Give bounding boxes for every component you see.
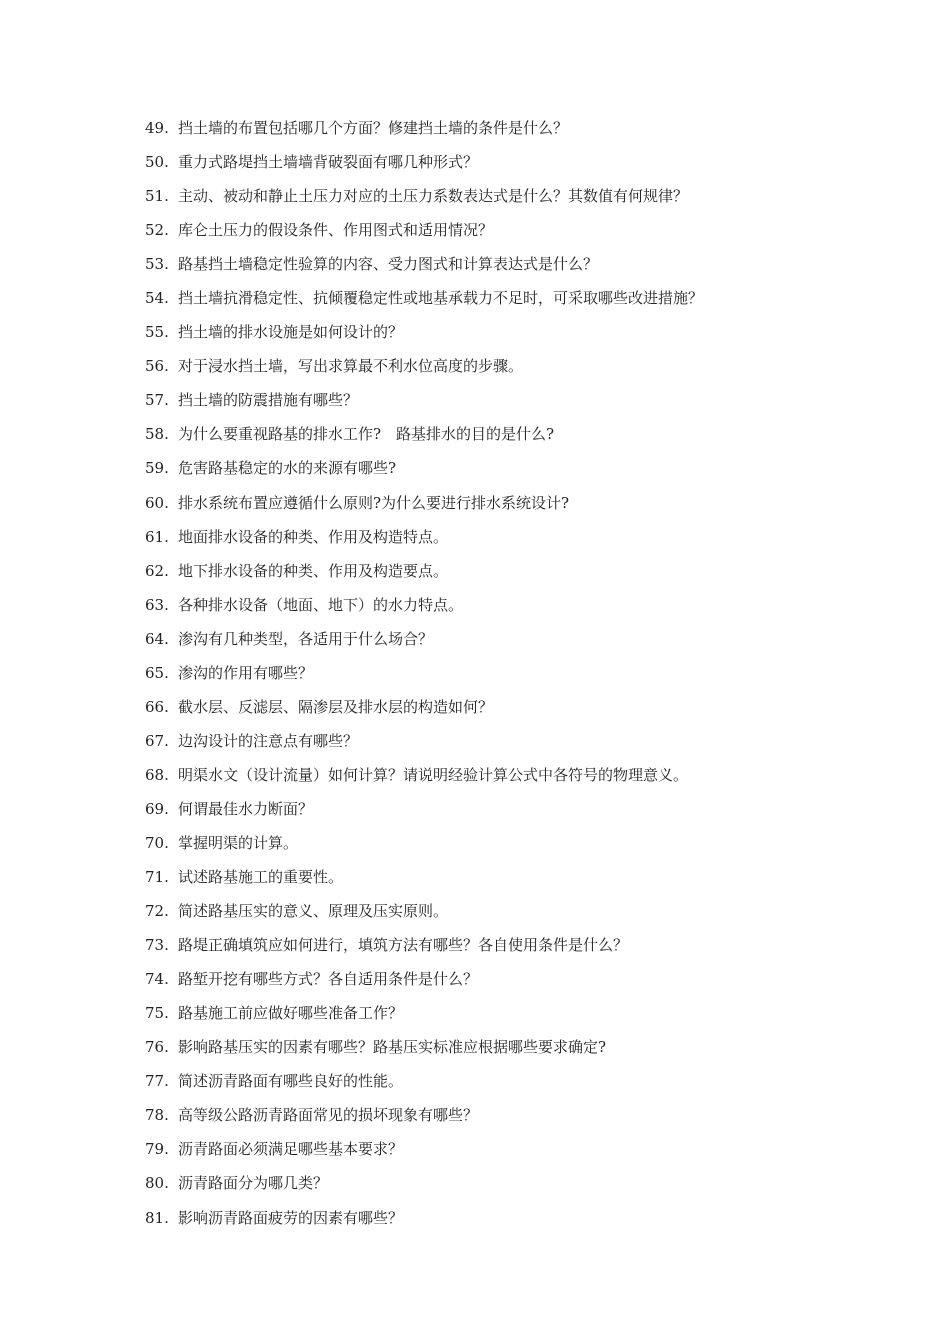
question-text: 掌握明渠的计算。 bbox=[178, 833, 299, 852]
question-text: 沥青路面分为哪几类？ bbox=[178, 1174, 329, 1193]
question-number: 53. bbox=[145, 255, 169, 274]
question-text: 主动、被动和静止土压力对应的土压力系数表达式是什么？其数值有何规律？ bbox=[178, 187, 689, 206]
question-item bbox=[145, 355, 703, 389]
question-number: 64. bbox=[145, 629, 169, 648]
question-item bbox=[145, 151, 703, 185]
question-number: 69. bbox=[145, 799, 169, 818]
question-number: 75. bbox=[145, 1004, 169, 1023]
question-text: 库仑土压力的假设条件、作用图式和适用情况？ bbox=[178, 221, 494, 240]
question-text: 渗沟的作用有哪些？ bbox=[178, 663, 314, 682]
question-text: 影响路基压实的因素有哪些？路基压实标准应根据哪些要求确定? bbox=[178, 1038, 607, 1057]
question-number: 70. bbox=[145, 833, 169, 852]
question-item bbox=[145, 185, 703, 219]
question-number: 81. bbox=[145, 1208, 169, 1227]
question-text: 对于浸水挡土墙，写出求算最不利水位高度的步骤。 bbox=[178, 357, 524, 376]
question-item bbox=[145, 832, 703, 866]
question-item bbox=[145, 1207, 703, 1241]
question-item bbox=[145, 696, 703, 730]
question-text: 地面排水设备的种类、作用及构造特点。 bbox=[178, 527, 449, 546]
question-text: 挡土墙抗滑稳定性、抗倾覆稳定性或地基承载力不足时，可采取哪些改进措施？ bbox=[178, 289, 704, 308]
question-number: 80. bbox=[145, 1174, 169, 1193]
question-number: 71. bbox=[145, 868, 169, 887]
question-number: 49. bbox=[145, 119, 169, 137]
question-text: 地下排水设备的种类、作用及构造要点。 bbox=[178, 561, 449, 580]
question-item bbox=[145, 662, 703, 696]
question-number: 59. bbox=[145, 459, 169, 478]
question-number: 73. bbox=[145, 936, 169, 955]
question-text: 挡土墙的防震措施有哪些？ bbox=[178, 391, 359, 410]
question-text: 排水系统布置应遵循什么原则?为什么要进行排水系统设计? bbox=[178, 493, 570, 512]
question-item bbox=[145, 900, 703, 934]
question-text: 影响沥青路面疲劳的因素有哪些？ bbox=[178, 1208, 404, 1227]
question-item bbox=[145, 492, 703, 526]
question-number: 56. bbox=[145, 357, 169, 376]
question-item bbox=[145, 1138, 703, 1172]
question-text: 试述路基施工的重要性。 bbox=[178, 868, 344, 887]
question-text: 各种排水设备（地面、地下）的水力特点。 bbox=[178, 595, 464, 614]
question-number: 60. bbox=[145, 493, 169, 512]
question-item bbox=[145, 423, 703, 457]
question-item bbox=[145, 1070, 703, 1104]
question-number: 55. bbox=[145, 323, 169, 342]
question-text: 挡土墙的布置包括哪几个方面？修建挡土墙的条件是什么？ bbox=[178, 119, 569, 137]
question-text: 为什么要重视路基的排水工作? 路基排水的目的是什么? bbox=[178, 425, 555, 444]
question-item bbox=[145, 968, 703, 1002]
question-item bbox=[145, 526, 703, 560]
question-item bbox=[145, 1002, 703, 1036]
question-item bbox=[145, 866, 703, 900]
question-number: 58. bbox=[145, 425, 169, 444]
question-text: 何谓最佳水力断面？ bbox=[178, 799, 314, 818]
question-text: 边沟设计的注意点有哪些？ bbox=[178, 731, 359, 750]
question-text: 重力式路堤挡土墙墙背破裂面有哪几种形式？ bbox=[178, 153, 479, 172]
question-number: 77. bbox=[145, 1072, 169, 1091]
question-item bbox=[145, 253, 703, 287]
question-number: 68. bbox=[145, 765, 169, 784]
question-item bbox=[145, 389, 703, 423]
question-number: 66. bbox=[145, 697, 169, 716]
question-text: 简述沥青路面有哪些良好的性能。 bbox=[178, 1072, 404, 1091]
question-number: 51. bbox=[145, 187, 169, 206]
question-text: 挡土墙的排水设施是如何设计的？ bbox=[178, 323, 404, 342]
question-item bbox=[145, 287, 703, 321]
question-text: 简述路基压实的意义、原理及压实原则。 bbox=[178, 902, 449, 921]
question-item bbox=[145, 798, 703, 832]
question-item bbox=[145, 628, 703, 662]
question-number: 63. bbox=[145, 595, 169, 614]
question-item bbox=[145, 560, 703, 594]
question-text: 路基施工前应做好哪些准备工作？ bbox=[178, 1004, 404, 1023]
question-text: 路基挡土墙稳定性验算的内容、受力图式和计算表达式是什么？ bbox=[178, 255, 599, 274]
question-item bbox=[145, 219, 703, 253]
question-item bbox=[145, 1172, 703, 1206]
question-text: 渗沟有几种类型，各适用于什么场合？ bbox=[178, 629, 434, 648]
question-text: 路堑开挖有哪些方式？各自适用条件是什么？ bbox=[178, 970, 479, 989]
question-item bbox=[145, 321, 703, 355]
question-item bbox=[145, 764, 703, 798]
question-text: 路堤正确填筑应如何进行，填筑方法有哪些？各自使用条件是什么？ bbox=[178, 936, 629, 955]
question-item bbox=[145, 457, 703, 491]
question-text: 危害路基稳定的水的来源有哪些? bbox=[178, 459, 397, 478]
question-item bbox=[145, 1036, 703, 1070]
question-text: 沥青路面必须满足哪些基本要求？ bbox=[178, 1140, 404, 1159]
question-number: 65. bbox=[145, 663, 169, 682]
question-text: 截水层、反滤层、隔渗层及排水层的构造如何？ bbox=[178, 697, 494, 716]
question-number: 50. bbox=[145, 153, 169, 172]
question-number: 61. bbox=[145, 527, 169, 546]
question-number: 79. bbox=[145, 1140, 169, 1159]
question-item bbox=[145, 934, 703, 968]
question-number: 57. bbox=[145, 391, 169, 410]
question-list bbox=[145, 117, 703, 1241]
question-number: 76. bbox=[145, 1038, 169, 1057]
question-text: 高等级公路沥青路面常见的损坏现象有哪些？ bbox=[178, 1106, 479, 1125]
question-number: 72. bbox=[145, 902, 169, 921]
question-number: 74. bbox=[145, 970, 169, 989]
question-number: 67. bbox=[145, 731, 169, 750]
question-item bbox=[145, 1104, 703, 1138]
question-number: 52. bbox=[145, 221, 169, 240]
question-number: 78. bbox=[145, 1106, 169, 1125]
question-item bbox=[145, 117, 703, 151]
question-item bbox=[145, 730, 703, 764]
question-item bbox=[145, 594, 703, 628]
question-number: 62. bbox=[145, 561, 169, 580]
question-text: 明渠水文（设计流量）如何计算？请说明经验计算公式中各符号的物理意义。 bbox=[178, 765, 689, 784]
question-number: 54. bbox=[145, 289, 169, 308]
